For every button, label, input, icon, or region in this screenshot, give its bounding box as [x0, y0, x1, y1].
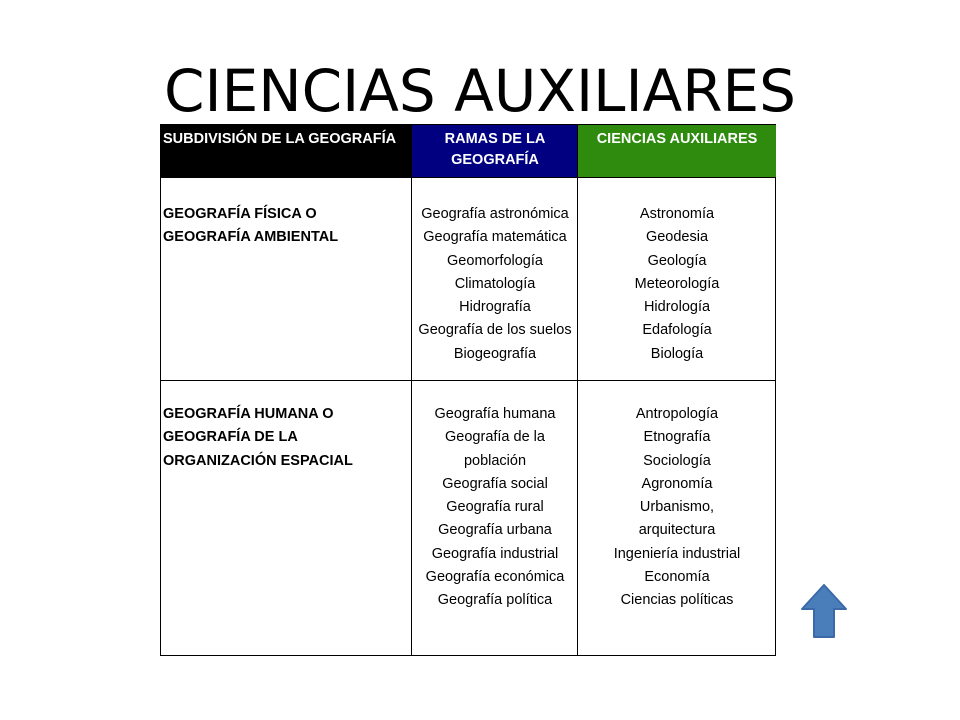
table-cell-line: arquitectura: [638, 522, 716, 539]
table-cell-line: Biología: [650, 345, 704, 362]
row-2-ciencias: [578, 403, 776, 613]
table-cell-line: Geografía de la: [445, 429, 545, 446]
table-cell-line: Biogeografía: [453, 345, 537, 362]
row-divider: [161, 177, 775, 178]
table-cell-line: Meteorología: [634, 275, 720, 292]
table-cell-line: GEOGRAFÍA AMBIENTAL: [163, 229, 339, 246]
table-cell-line: Etnografía: [643, 429, 711, 446]
table-cell-line: Geodesia: [645, 229, 709, 246]
table-cell-line: GEOGRAFÍA DE LA: [163, 429, 298, 446]
row-1-ciencias: [578, 203, 776, 366]
row-1-ramas: [412, 203, 578, 366]
table-cell-line: Antropología: [635, 406, 719, 422]
header-subdivision: SUBDIVISIÓN DE LA GEOGRAFÍA: [161, 125, 412, 177]
table-cell-line: Edafología: [642, 322, 712, 339]
table-cell-line: Geografía rural: [446, 499, 544, 516]
table-cell-line: Geografía astronómica: [421, 206, 569, 222]
table-cell-line: Ingeniería industrial: [613, 545, 741, 562]
table-cell-line: ORGANIZACIÓN ESPACIAL: [163, 452, 353, 469]
header-ciencias: CIENCIAS AUXILIARES: [578, 125, 776, 177]
row-divider: [161, 380, 775, 381]
table-cell-line: Hidrología: [643, 299, 711, 316]
table-cell-line: Economía: [644, 569, 710, 586]
slide-title: CIENCIAS AUXILIARES: [164, 57, 796, 125]
table-cell-line: Geografía económica: [425, 569, 565, 586]
table-cell-line: Geografía política: [437, 592, 553, 609]
table-cell-line: Geografía urbana: [438, 522, 552, 539]
up-arrow-icon[interactable]: [800, 583, 848, 639]
row-2-ramas: [412, 403, 578, 613]
table-cell-line: Geografía industrial: [431, 545, 559, 562]
table-cell-line: Ciencias políticas: [620, 592, 734, 609]
table-cell-line: GEOGRAFÍA HUMANA O: [163, 406, 334, 422]
row-2-subdivision: [163, 403, 408, 473]
table-cell-line: Astronomía: [639, 206, 715, 222]
table-cell-line: Hidrografía: [459, 299, 531, 316]
header-ramas: RAMAS DE LA GEOGRAFÍA: [412, 125, 578, 177]
table-cell-line: Geografía matemática: [423, 229, 567, 246]
table-cell-line: Geografía social: [442, 475, 548, 492]
table-cell-line: Agronomía: [641, 475, 713, 492]
table-cell-line: población: [463, 452, 527, 469]
table-cell-line: Climatología: [454, 275, 536, 292]
table-cell-line: Sociología: [643, 452, 711, 469]
table-cell-line: Geografía de los suelos: [418, 322, 572, 339]
table-cell-line: Urbanismo,: [639, 499, 715, 516]
geography-table: [160, 124, 776, 656]
table-cell-line: Geografía humana: [434, 406, 556, 422]
row-1-subdivision: [163, 203, 408, 250]
up-arrow-shape: [800, 583, 848, 639]
table-cell-line: Geología: [647, 252, 707, 269]
table-cell-line: Geomorfología: [447, 252, 543, 269]
table-cell-line: GEOGRAFÍA FÍSICA O: [163, 206, 317, 222]
